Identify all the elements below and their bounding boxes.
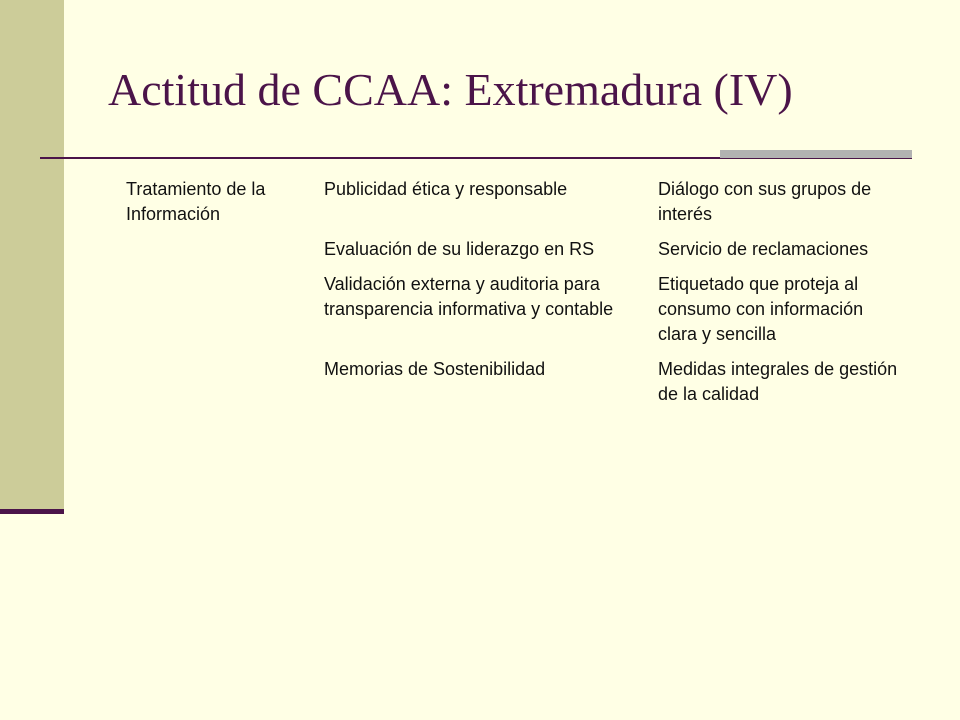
table-cell: Publicidad ética y responsable: [324, 179, 568, 199]
table-cell: Evaluación de su liderazgo en RS: [324, 239, 595, 259]
table-cell: Memorias de Sostenibilidad: [324, 359, 546, 379]
table-cell: Validación externa y auditoria para transparencia informativa y contable: [324, 274, 614, 319]
left-sidebar-band: [0, 0, 64, 512]
table-cell: [120, 270, 318, 355]
table-row: [120, 175, 910, 235]
sidebar-accent-line: [0, 509, 64, 514]
table-cell: Medidas integrales de gestión de la calidad: [658, 359, 898, 404]
content-table: [120, 175, 910, 415]
table-cell: Tratamiento de la Información: [126, 179, 266, 224]
table-cell: Etiquetado que proteja al consumo con información clara y sencilla: [658, 274, 864, 344]
table-row: [120, 270, 910, 355]
table-cell: [120, 235, 318, 270]
table-row: [120, 355, 910, 415]
table-cell: Servicio de reclamaciones: [658, 239, 869, 259]
table-cell: [120, 355, 318, 415]
table-cell: Diálogo con sus grupos de interés: [658, 179, 872, 224]
slide-title: Actitud de CCAA: Extremadura (IV): [108, 64, 793, 115]
table-row: [120, 235, 910, 270]
title-divider-accent: [720, 150, 912, 158]
